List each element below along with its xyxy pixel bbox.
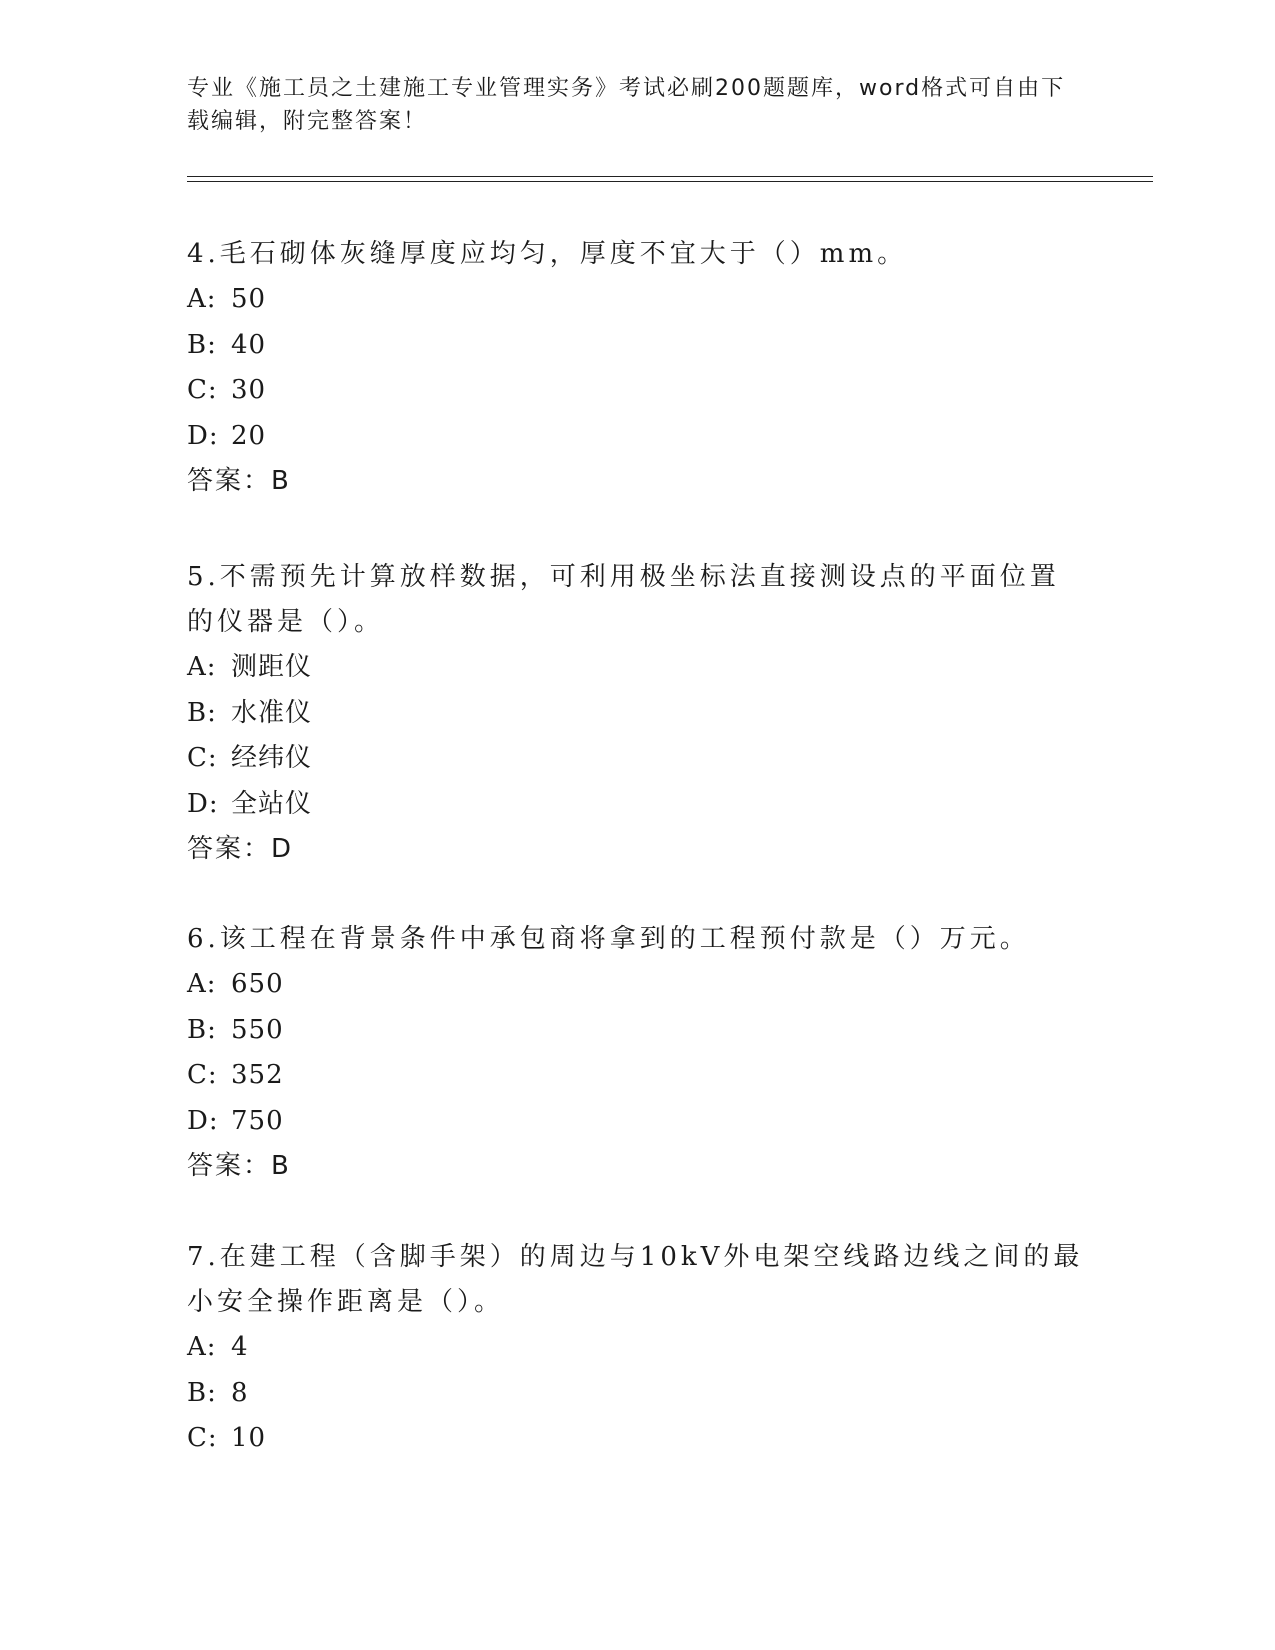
option-d [187,1099,1087,1145]
option-label: A: [187,969,217,999]
option-value: 经纬仪 [231,743,313,773]
option-value: 50 [231,284,267,314]
question-4 [187,232,1087,504]
option-label: A: [187,1332,217,1362]
option-value: 水准仪 [231,697,313,728]
option-a [187,1325,1087,1371]
option-b [187,691,1087,737]
option-d [187,414,1087,460]
option-label: B: [187,329,217,360]
question-7 [187,1235,1087,1462]
option-label: D: [187,788,219,819]
header-divider-bottom [187,181,1153,182]
option-label: C: [187,743,218,773]
answer: 答案：B [187,466,291,496]
option-value: 4 [231,1332,249,1362]
option-value: 650 [231,969,284,999]
option-label: C: [187,1060,218,1090]
option-label: D: [187,420,219,451]
question-text: 4.毛石砌体灰缝厚度应均匀，厚度不宜大于（）mm。 [187,239,908,269]
option-value: 550 [231,1014,284,1045]
option-b [187,323,1087,369]
option-value: 352 [231,1060,284,1090]
question-5 [187,555,1087,872]
answer: 答案：B [187,1151,291,1181]
option-a [187,277,1087,323]
document-header: 专业《施工员之土建施工专业管理实务》考试必刷200题题库，word格式可自由下载编辑，附完整答案！ [187,76,1066,134]
option-label: A: [187,652,217,682]
option-c [187,1053,1087,1099]
option-value: 40 [231,329,267,360]
option-d [187,782,1087,828]
answer: 答案：D [187,834,294,864]
option-label: B: [187,1014,217,1045]
option-label: C: [187,375,218,405]
option-label: B: [187,1377,217,1408]
option-value: 30 [231,375,267,405]
option-a [187,962,1087,1008]
question-text: 6.该工程在背景条件中承包商将拿到的工程预付款是（）万元。 [187,924,1030,954]
option-c [187,1416,1087,1462]
option-value: 测距仪 [231,652,313,682]
header-divider-top [187,176,1153,177]
option-value: 750 [231,1105,284,1136]
option-c [187,736,1087,782]
option-b [187,1008,1087,1054]
option-label: A: [187,284,217,314]
question-6 [187,917,1087,1189]
option-label: C: [187,1423,218,1453]
option-value: 全站仪 [231,788,313,819]
option-b [187,1371,1087,1417]
option-label: B: [187,697,217,728]
option-c [187,368,1087,414]
option-value: 10 [231,1423,267,1453]
option-value: 8 [231,1377,249,1408]
option-label: D: [187,1105,219,1136]
option-a [187,645,1087,691]
question-text: 5.不需预先计算放样数据，可利用极坐标法直接测设点的平面位置的仪器是（）。 [187,562,1060,637]
question-text: 7.在建工程（含脚手架）的周边与10kV外电架空线路边线之间的最小安全操作距离是（）。 [187,1242,1084,1317]
option-value: 20 [231,420,267,451]
